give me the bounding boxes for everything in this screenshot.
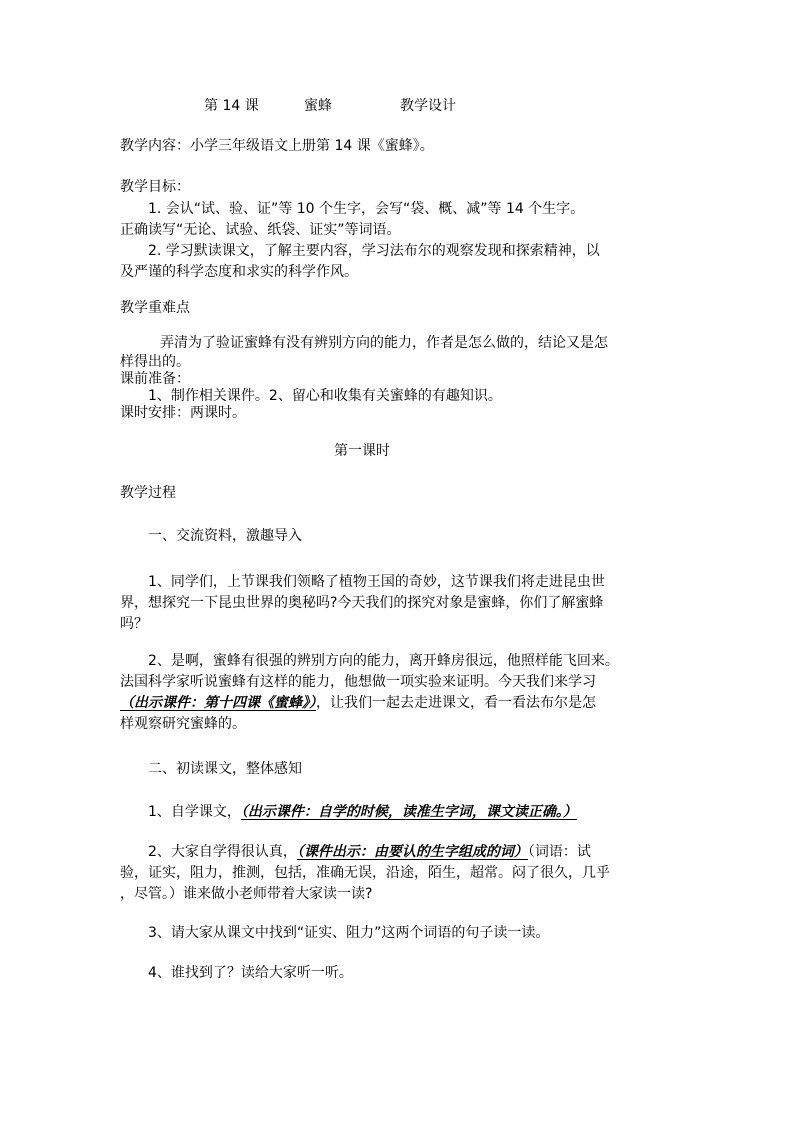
section1-paragraph-line: 1、同学们，上节课我们领略了植物王国的奇妙，这节课我们将走进昆虫世 xyxy=(148,574,605,590)
section1-paragraph2-line xyxy=(120,693,596,713)
first-period-heading: 第一课时 xyxy=(334,443,390,459)
section2-item2 xyxy=(148,842,591,862)
schedule: 课时安排：两课时。 xyxy=(120,405,246,421)
process-heading: 教学过程 xyxy=(120,485,176,501)
section1-paragraph-line: 界，想探究一下昆虫世界的奥秘吗?今天我们的探究对象是蜜蜂，你们了解蜜蜂 xyxy=(120,595,604,611)
section2-item1 xyxy=(148,802,577,822)
lesson-name: 蜜蜂 xyxy=(304,98,332,114)
goals-heading: 教学目标： xyxy=(120,179,190,195)
prep-line: 1、制作相关课件。2、留心和收集有关蜜蜂的有趣知识。 xyxy=(148,388,502,404)
section2-item3: 3、请大家从课文中找到“证实、阻力”这两个词语的句子读一读。 xyxy=(148,925,550,941)
prep-heading: 课前准备： xyxy=(120,371,190,387)
goal-line: 2. 学习默读课文，了解主要内容，学习法布尔的观察发现和探索精神，以 xyxy=(148,243,600,259)
goal-line: 1. 会认“试、验、证”等 10 个生字，会写“袋、概、减”等 14 个生字。 xyxy=(148,201,585,217)
section2-item2-line: ，尽管。）谁来做小老师带着大家读一读? xyxy=(120,886,373,902)
courseware-cue: （课件出示：由要认的生字组成的词） xyxy=(296,844,528,860)
item-text: 2、大家自学得很认真， xyxy=(148,844,297,860)
section2-item2-line: 验，证实，阻力，推测，包括，准确无误，沿途，陌生，超常。闷了很久，几乎 xyxy=(120,865,610,881)
design-title: 教学设计 xyxy=(400,98,456,114)
section2-item4: 4、谁找到了？读给大家听一听。 xyxy=(148,965,353,981)
goal-line: 正确读写“无论、试验、纸袋、证实”等词语。 xyxy=(120,222,401,238)
key-points-heading: 教学重难点 xyxy=(120,300,190,316)
section1-paragraph2-line: 2、是啊，蜜蜂有很强的辨别方向的能力，离开蜂房很远，他照样能飞回来。 xyxy=(148,653,619,669)
section1-heading: 一、交流资料，激趣导入 xyxy=(148,528,302,544)
paragraph-text: ，让我们一起去走进课文，看一看法布尔是怎 xyxy=(316,695,596,711)
key-points-line: 样得出的。 xyxy=(120,354,190,370)
section1-paragraph-line: 吗？ xyxy=(120,616,148,632)
item-text: （词语：试 xyxy=(527,844,591,860)
teaching-content: 教学内容：小学三年级语文上册第 14 课《蜜蜂》。 xyxy=(120,138,434,154)
section2-heading: 二、初读课文，整体感知 xyxy=(148,761,302,777)
item-text: 1、自学课文， xyxy=(148,804,241,820)
goal-line: 及严谨的科学态度和求实的科学作风。 xyxy=(120,264,358,280)
courseware-cue: （出示课件：第十四课《蜜蜂》） xyxy=(120,695,316,711)
section1-paragraph2-line: 样观察研究蜜蜂的。 xyxy=(120,716,246,732)
section1-paragraph2-line: 法国科学家听说蜜蜂有这样的能力，他想做一项实验来证明。今天我们来学习 xyxy=(120,674,596,690)
key-points-line: 弄清为了验证蜜蜂有没有辨别方向的能力，作者是怎么做的，结论又是怎 xyxy=(160,335,608,351)
courseware-cue: （出示课件：自学的时候，读准生字词，课文读正确。） xyxy=(240,804,577,820)
lesson-number: 第 14 课 xyxy=(204,98,259,114)
